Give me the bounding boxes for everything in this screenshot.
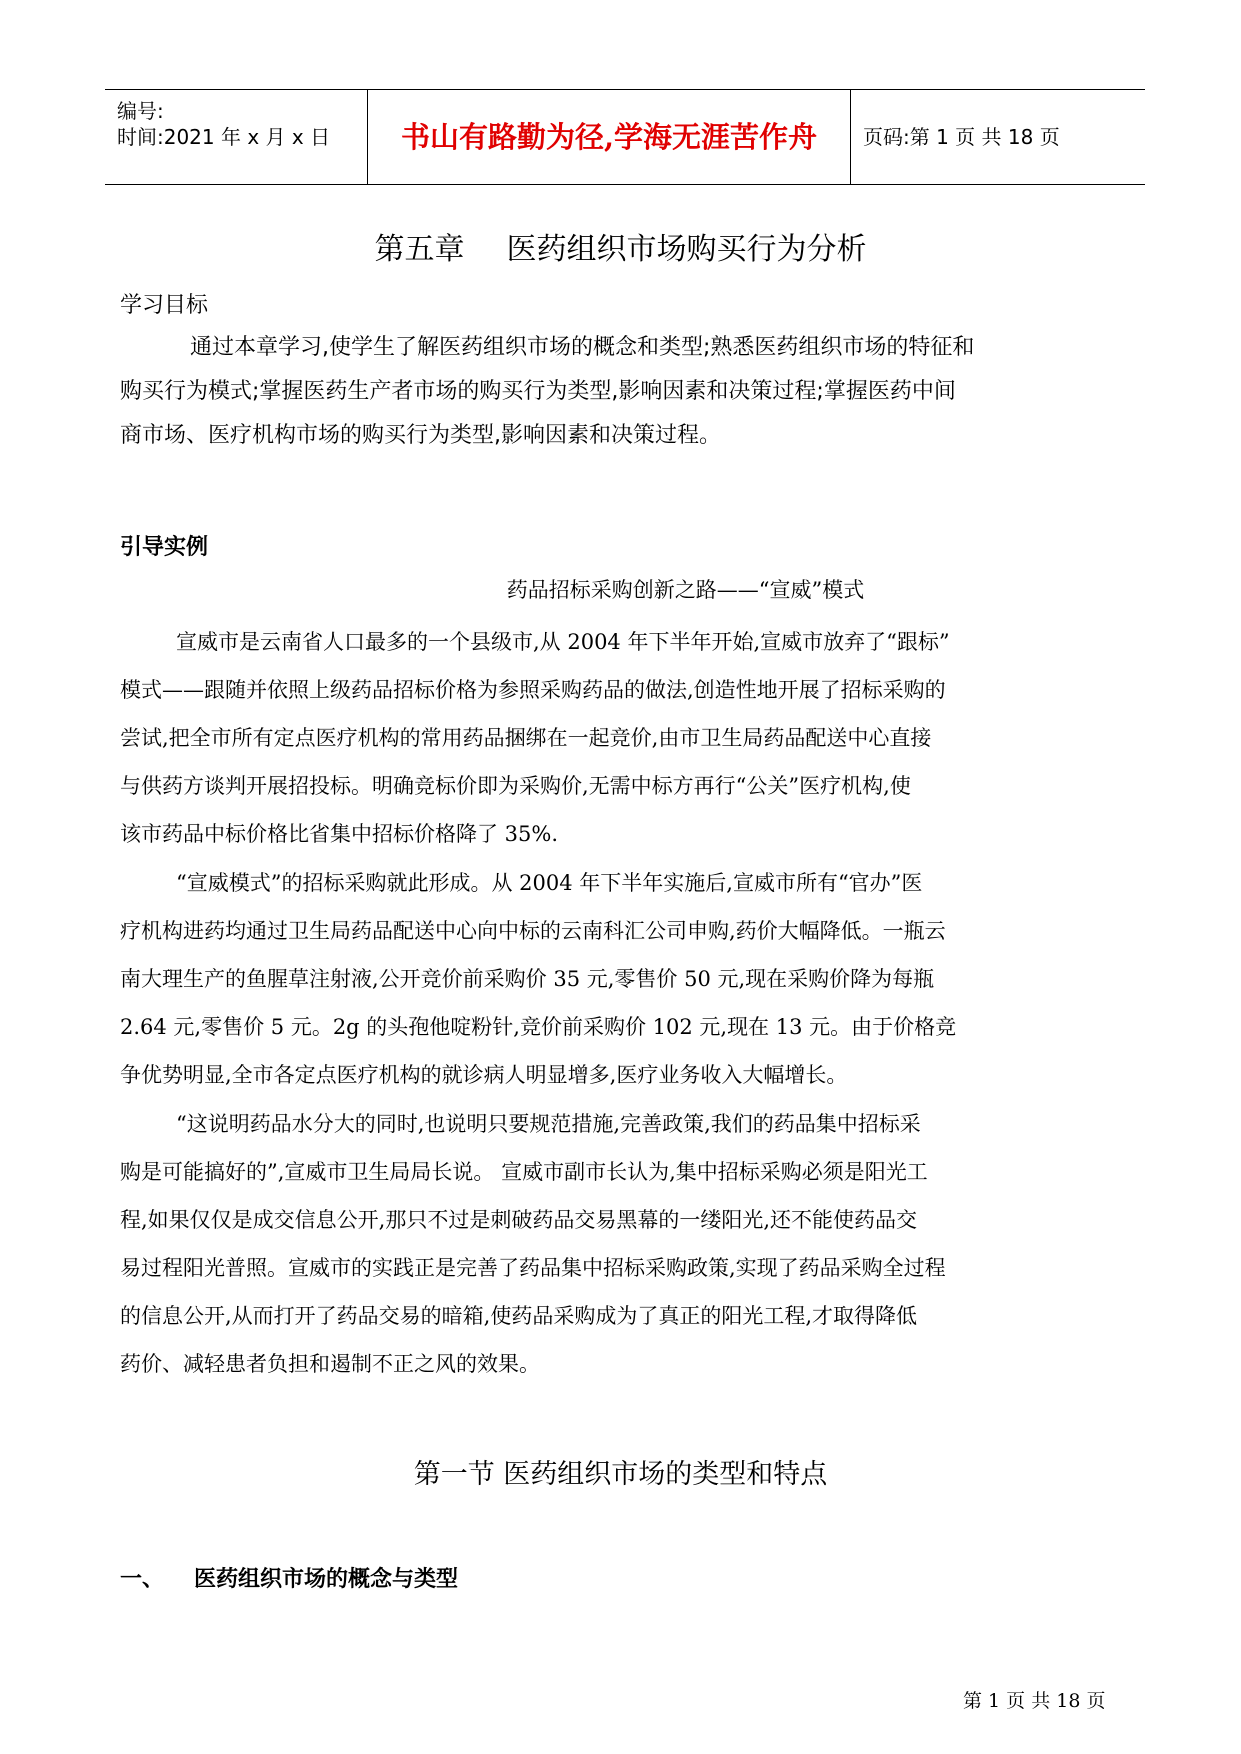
case-paragraph-3 xyxy=(120,1100,1120,1388)
case-line: 模式——跟随并依照上级药品招标价格为参照采购药品的做法,创造性地开展了招标采购的 xyxy=(120,678,946,702)
case-line: 药价、减轻患者负担和遏制不正之风的效果。 xyxy=(120,1352,540,1376)
goal-line: 购买行为模式;掌握医药生产者市场的购买行为类型,影响因素和决策过程;掌握医药中间 xyxy=(120,379,956,404)
chapter-name: 医药组织市场购买行为分析 xyxy=(506,232,867,267)
case-line: 程,如果仅仅是成交信息公开,那只不过是刺破药品交易黑幕的一缕阳光,还不能使药品交 xyxy=(120,1208,918,1232)
case-line: 购是可能搞好的”,宣威市卫生局局长说。 宣威市副市长认为,集中招标采购必须是阳光工 xyxy=(120,1160,928,1184)
case-line: 与供药方谈判开展招投标。明确竞标价即为采购价,无需中标方再行“公关”医疗机构,使 xyxy=(120,774,911,798)
learning-goals-label: 学习目标 xyxy=(120,293,209,318)
doc-code-label: 编号: xyxy=(117,99,164,123)
case-line: 该市药品中标价格比省集中招标价格降了 35%. xyxy=(120,822,559,846)
doc-time-label: 时间:2021 年 x 月 x 日 xyxy=(117,125,331,149)
header-motto: 书山有路勤为径,学海无涯苦作舟 xyxy=(400,120,818,154)
case-line: 争优势明显,全市各定点医疗机构的就诊病人明显增多,医疗业务收入大幅增长。 xyxy=(120,1063,848,1087)
learning-goals-paragraph xyxy=(120,326,1120,458)
case-line: 疗机构进药均通过卫生局药品配送中心向中标的云南科汇公司申购,药价大幅降低。一瓶云 xyxy=(120,919,946,943)
header-motto-cell xyxy=(368,90,851,184)
lead-example-label: 引导实例 xyxy=(120,535,209,560)
case-line: “宣威模式”的招标采购就此形成。从 2004 年下半年实施后,宣威市所有“官办”医 xyxy=(176,871,923,895)
header-page-info: 页码:第 1 页 共 18 页 xyxy=(863,125,1060,149)
case-line: 的信息公开,从而打开了药品交易的暗箱,使药品采购成为了真正的阳光工程,才取得降低 xyxy=(120,1304,918,1328)
case-paragraph-2 xyxy=(120,859,1120,1099)
page-header-table xyxy=(105,89,1145,185)
section-title: 第一节 医药组织市场的类型和特点 xyxy=(413,1459,828,1490)
chapter-title xyxy=(0,224,1241,268)
subsection-number: 一、 xyxy=(120,1567,165,1592)
case-line: 易过程阳光普照。宣威市的实践正是完善了药品集中招标采购政策,实现了药品采购全过程 xyxy=(120,1256,946,1280)
subsection-heading xyxy=(120,1562,458,1593)
case-line: 南大理生产的鱼腥草注射液,公开竞价前采购价 35 元,零售价 50 元,现在采购价降为每瓶 xyxy=(120,967,935,991)
case-line: 2.64 元,零售价 5 元。2g 的头孢他啶粉针,竞价前采购价 102 元,现在 13 元。由于价格竞 xyxy=(120,1015,957,1039)
chapter-number: 第五章 xyxy=(374,232,465,267)
goal-line: 商市场、医疗机构市场的购买行为类型,影响因素和决策过程。 xyxy=(120,423,721,448)
goal-line: 通过本章学习,使学生了解医药组织市场的概念和类型;熟悉医药组织市场的特征和 xyxy=(190,335,975,360)
header-page-cell xyxy=(851,90,1145,184)
case-line: 尝试,把全市所有定点医疗机构的常用药品捆绑在一起竞价,由市卫生局药品配送中心直接 xyxy=(120,726,932,750)
header-meta-cell xyxy=(105,90,368,184)
page-footer: 第 1 页 共 18 页 xyxy=(963,1690,1106,1712)
case-line: 宣威市是云南省人口最多的一个县级市,从 2004 年下半年开始,宣威市放弃了“跟标” xyxy=(176,630,950,654)
subsection-title: 医药组织市场的概念与类型 xyxy=(194,1567,459,1592)
case-line: “这说明药品水分大的同时,也说明只要规范措施,完善政策,我们的药品集中招标采 xyxy=(176,1112,921,1136)
case-title: 药品招标采购创新之路——“宣威”模式 xyxy=(506,578,865,602)
case-paragraph-1 xyxy=(120,618,1120,858)
